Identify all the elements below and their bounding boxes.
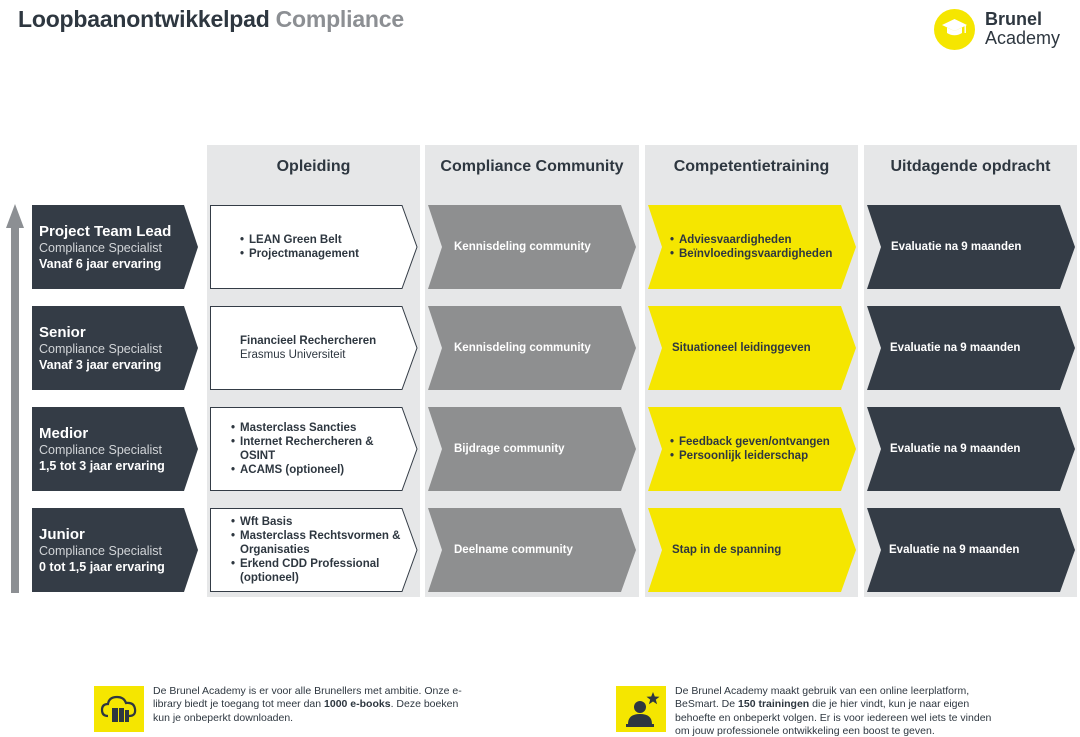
column-header-opdracht: Uitdagende opdracht [890, 158, 1051, 175]
community-label: Bijdrage community [454, 443, 565, 455]
training-item: • Adviesvaardigheden [670, 233, 850, 247]
opleiding-item: • ACAMS (optioneel) [231, 463, 403, 477]
level-role: Compliance Specialist [39, 543, 162, 558]
opdracht-cell-medior [867, 407, 1075, 491]
training-item: • Feedback geven/ontvangen [670, 435, 850, 449]
opleiding-cell-project-team-lead [210, 205, 418, 289]
level-junior [32, 508, 198, 592]
level-senior [32, 306, 198, 390]
opleiding-item: • Masterclass Rechtsvormen & Organisaties [231, 529, 403, 557]
level-experience: Vanaf 6 jaar ervaring [39, 256, 162, 271]
level-role: Compliance Specialist [39, 240, 162, 255]
opdracht-label: Evaluatie na 9 maanden [890, 342, 1021, 354]
logo-wordmark [985, 10, 1060, 48]
community-cell-senior [428, 306, 636, 390]
community-label: Deelname community [454, 544, 573, 556]
opleiding-cell-senior [210, 306, 418, 390]
level-role: Compliance Specialist [39, 341, 162, 356]
training-cell-senior [648, 306, 856, 390]
opleiding-item: • Masterclass Sancties [231, 421, 403, 435]
training-item: • Beïnvloedingsvaardigheden [670, 247, 850, 261]
opleiding-item: • Projectmanagement [240, 247, 400, 261]
level-name: Project Team Lead [39, 222, 172, 240]
opdracht-label: Evaluatie na 9 maanden [891, 241, 1022, 253]
level-experience: Vanaf 3 jaar ervaring [39, 357, 162, 372]
community-cell-project-team-lead [428, 205, 636, 289]
footer-left-text-end: . Deze boeken kun je onbeperkt downloaden. [153, 698, 459, 724]
opleiding-item: • LEAN Green Belt [240, 233, 400, 247]
level-name: Junior [39, 525, 85, 543]
opdracht-cell-junior [867, 508, 1075, 592]
opleiding-cell-medior [210, 407, 418, 491]
training-cell-project-team-lead [648, 205, 856, 289]
footer-left-text: De Brunel Academy is er voor alle Brunellers met ambitie. Onze e-library biedt je toegang tot meer dan [153, 685, 462, 711]
opleiding-item: • Wft Basis [231, 515, 403, 529]
level-name: Senior [39, 323, 86, 341]
training-item: • Persoonlijk leiderschap [670, 449, 850, 463]
page-title [18, 6, 404, 33]
column-header-training: Competentietraining [673, 158, 830, 175]
training-cell-medior [648, 407, 856, 491]
title-main: Loopbaanontwikkelpad [18, 6, 270, 32]
level-experience: 0 tot 1,5 jaar ervaring [39, 559, 165, 574]
column-header-community: Compliance Community [440, 158, 624, 175]
logo-line-academy: Academy [985, 28, 1061, 48]
training-cell-junior [648, 508, 856, 592]
level-role: Compliance Specialist [39, 442, 162, 457]
community-cell-junior [428, 508, 636, 592]
footer-right-text: De Brunel Academy maakt gebruik van een online leerplatform, BeSmart. De [675, 685, 970, 711]
level-project-team-lead [32, 205, 198, 289]
brunel-academy-logo [934, 9, 1074, 51]
opleiding-course: Financieel Rechercheren [240, 335, 377, 347]
community-label: Kennisdeling community [454, 342, 591, 354]
opdracht-label: Evaluatie na 9 maanden [890, 443, 1021, 455]
training-label: Situationeel leidinggeven [672, 342, 811, 354]
footer-text-library [153, 685, 473, 725]
footer-left-highlight: 1000 e-books [324, 698, 391, 711]
graduation-cap-icon [934, 9, 975, 50]
community-cell-medior [428, 407, 636, 491]
opleiding-cell-junior [210, 508, 418, 592]
logo-line-brunel: Brunel [985, 9, 1043, 29]
opleiding-item: • Internet Rechercheren & OSINT [231, 435, 403, 463]
opleiding-item: • Erkend CDD Professional (optioneel) [231, 557, 403, 585]
career-progression-arrow [5, 204, 25, 594]
column-header-opleiding: Opleiding [276, 158, 351, 175]
cloud-book-icon [94, 686, 144, 732]
training-label: Stap in de spanning [672, 544, 782, 556]
footer-right-text-end: die je hier vindt, kun je naar eigen behoefte en onbeperkt volgen. Er is voor iedereen wel iets te vinden om jouw professionele ontwikkeling een boost te geven. [675, 698, 992, 737]
community-label: Kennisdeling community [454, 241, 591, 253]
level-medior [32, 407, 198, 491]
person-star-icon [616, 686, 666, 732]
level-experience: 1,5 tot 3 jaar ervaring [39, 458, 165, 473]
opleiding-institution: Erasmus Universiteit [240, 349, 346, 361]
opdracht-label: Evaluatie na 9 maanden [889, 544, 1020, 556]
title-sub: Compliance [275, 6, 404, 32]
footer-right-highlight: 150 trainingen [738, 698, 810, 711]
opdracht-cell-project-team-lead [867, 205, 1075, 289]
level-name: Medior [39, 424, 89, 442]
opdracht-cell-senior [867, 306, 1075, 390]
footer-text-besmart [675, 685, 995, 737]
